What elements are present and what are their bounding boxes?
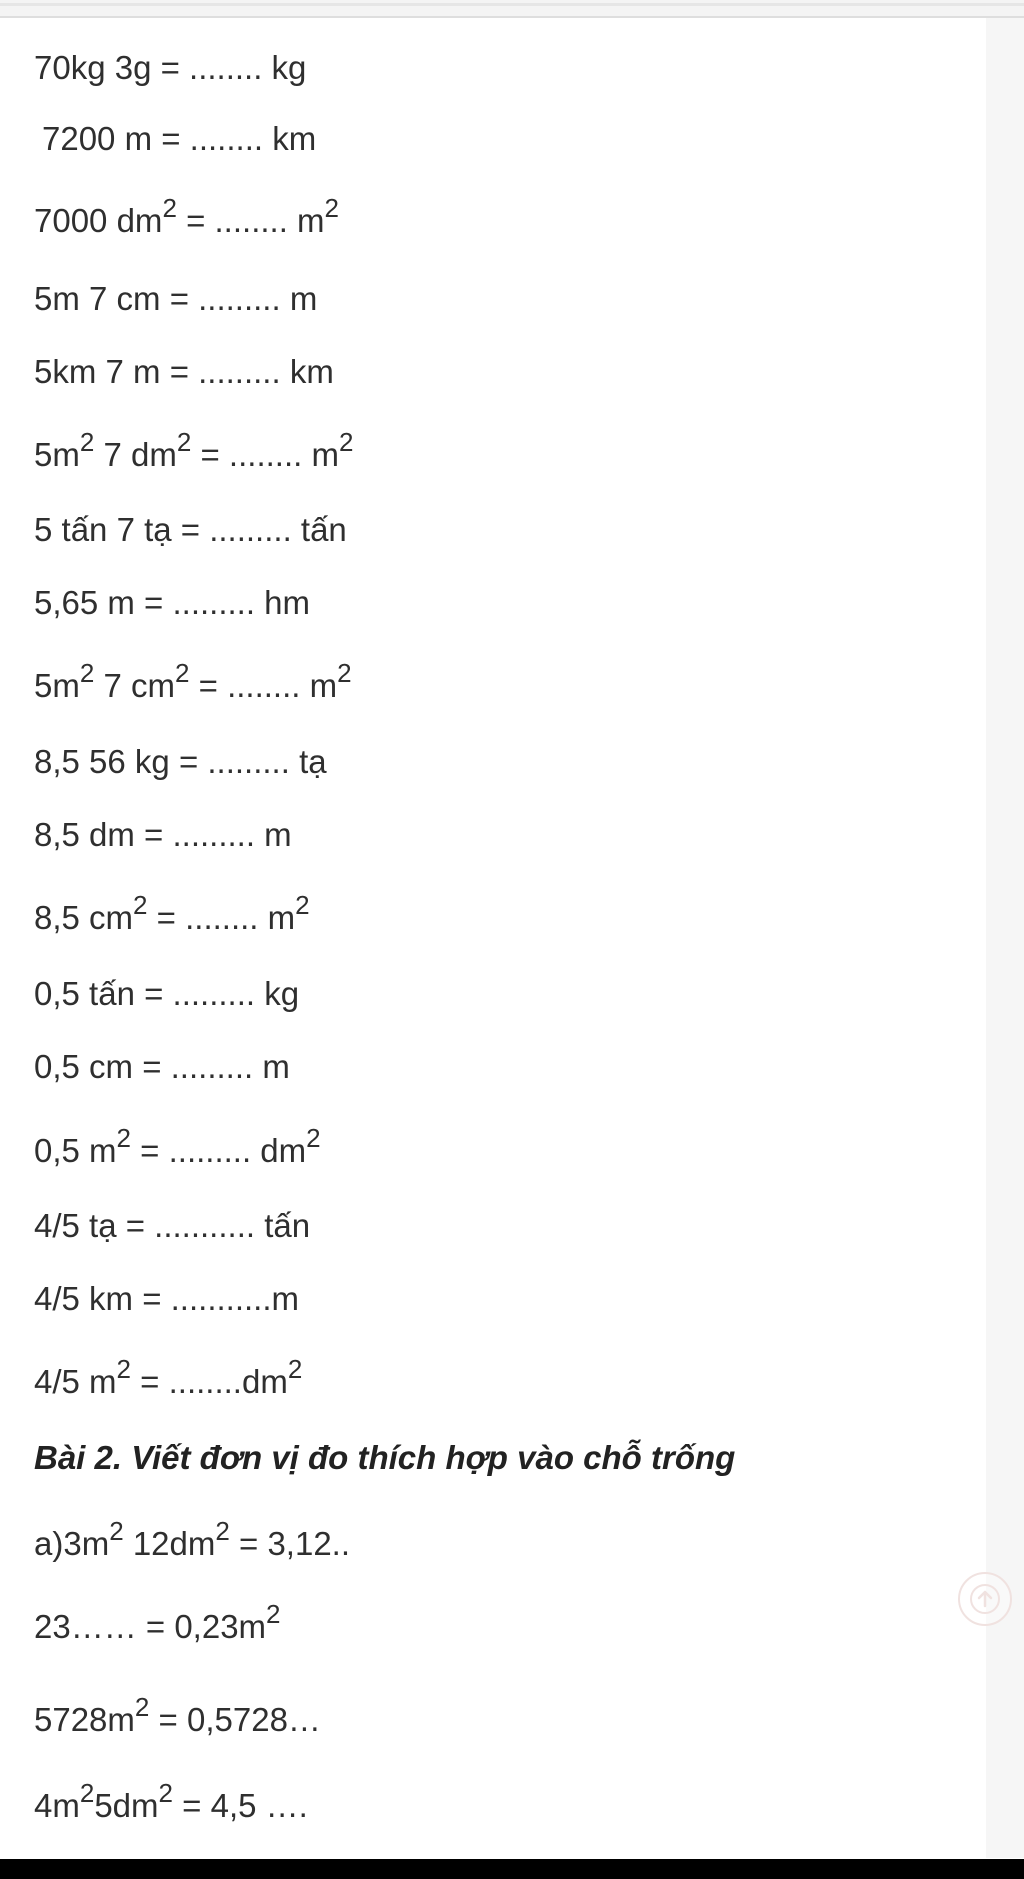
exercise-line: 8,5 dm = ......... m [34,816,292,853]
exercise-line: 5 tấn 7 tạ = ......... tấn [34,511,347,548]
exercise-line: 5,65 m = ......... hm [34,584,311,621]
exercise-line: 8,5 56 kg = ......... tạ [34,743,327,780]
exercise-line: 5km 7 m = ......... km [34,353,334,390]
arrow-up-icon [968,1582,1002,1616]
exercise-line: 7200 m = ........ km [42,120,317,157]
exercise-line: 4/5 tạ = ........... tấn [34,1207,311,1244]
exercise-2-line: $5728m^2$ = 0,5728… [34,1692,321,1738]
exercise-line: 4/5 $m^2 = ........dm^2$ [34,1354,303,1400]
exercise-2-title: Bài 2. Viết đơn vị đo thích hợp vào chỗ trống [34,1439,736,1476]
exercise-line: $5m^2$ 7 $cm^2$ = ........ $m^2$ [34,658,352,704]
exercise-line: 0,5 $m^2$ = ......... $dm^2$ [34,1123,321,1169]
exercise-2-line: $a)3m^2$ $12dm^2 = 3,12$.. [34,1516,351,1562]
exercise-line: 4/5 km = ...........m [34,1280,299,1317]
exercise-line: 8,5 $cm^2$ = ........ $m^2$ [34,890,310,936]
exercise-line: 0,5 cm = ......... m [34,1048,290,1085]
exercise-line: 5m 7 cm = ......... m [34,280,318,317]
exercise-2-line: 23…… = $0,23m^2$ [34,1599,281,1645]
top-edge-line [0,3,1024,6]
exercise-line: $5m^2$ 7 $dm^2$ = ........ $m^2$ [34,427,354,473]
scroll-to-top-button[interactable] [958,1572,1012,1626]
exercise-2-line: $4m^25dm^2 = 4,5$ …. [34,1778,308,1824]
browser-top-edge [0,0,1024,18]
exercise-line: 7000 $dm^2$ = ........ $m^2$ [34,193,339,239]
exercise-line: 0,5 tấn = ......... kg [34,975,300,1012]
exercise-line: 70kg 3g = ........ kg [34,49,307,86]
bottom-bar [0,1859,1024,1879]
